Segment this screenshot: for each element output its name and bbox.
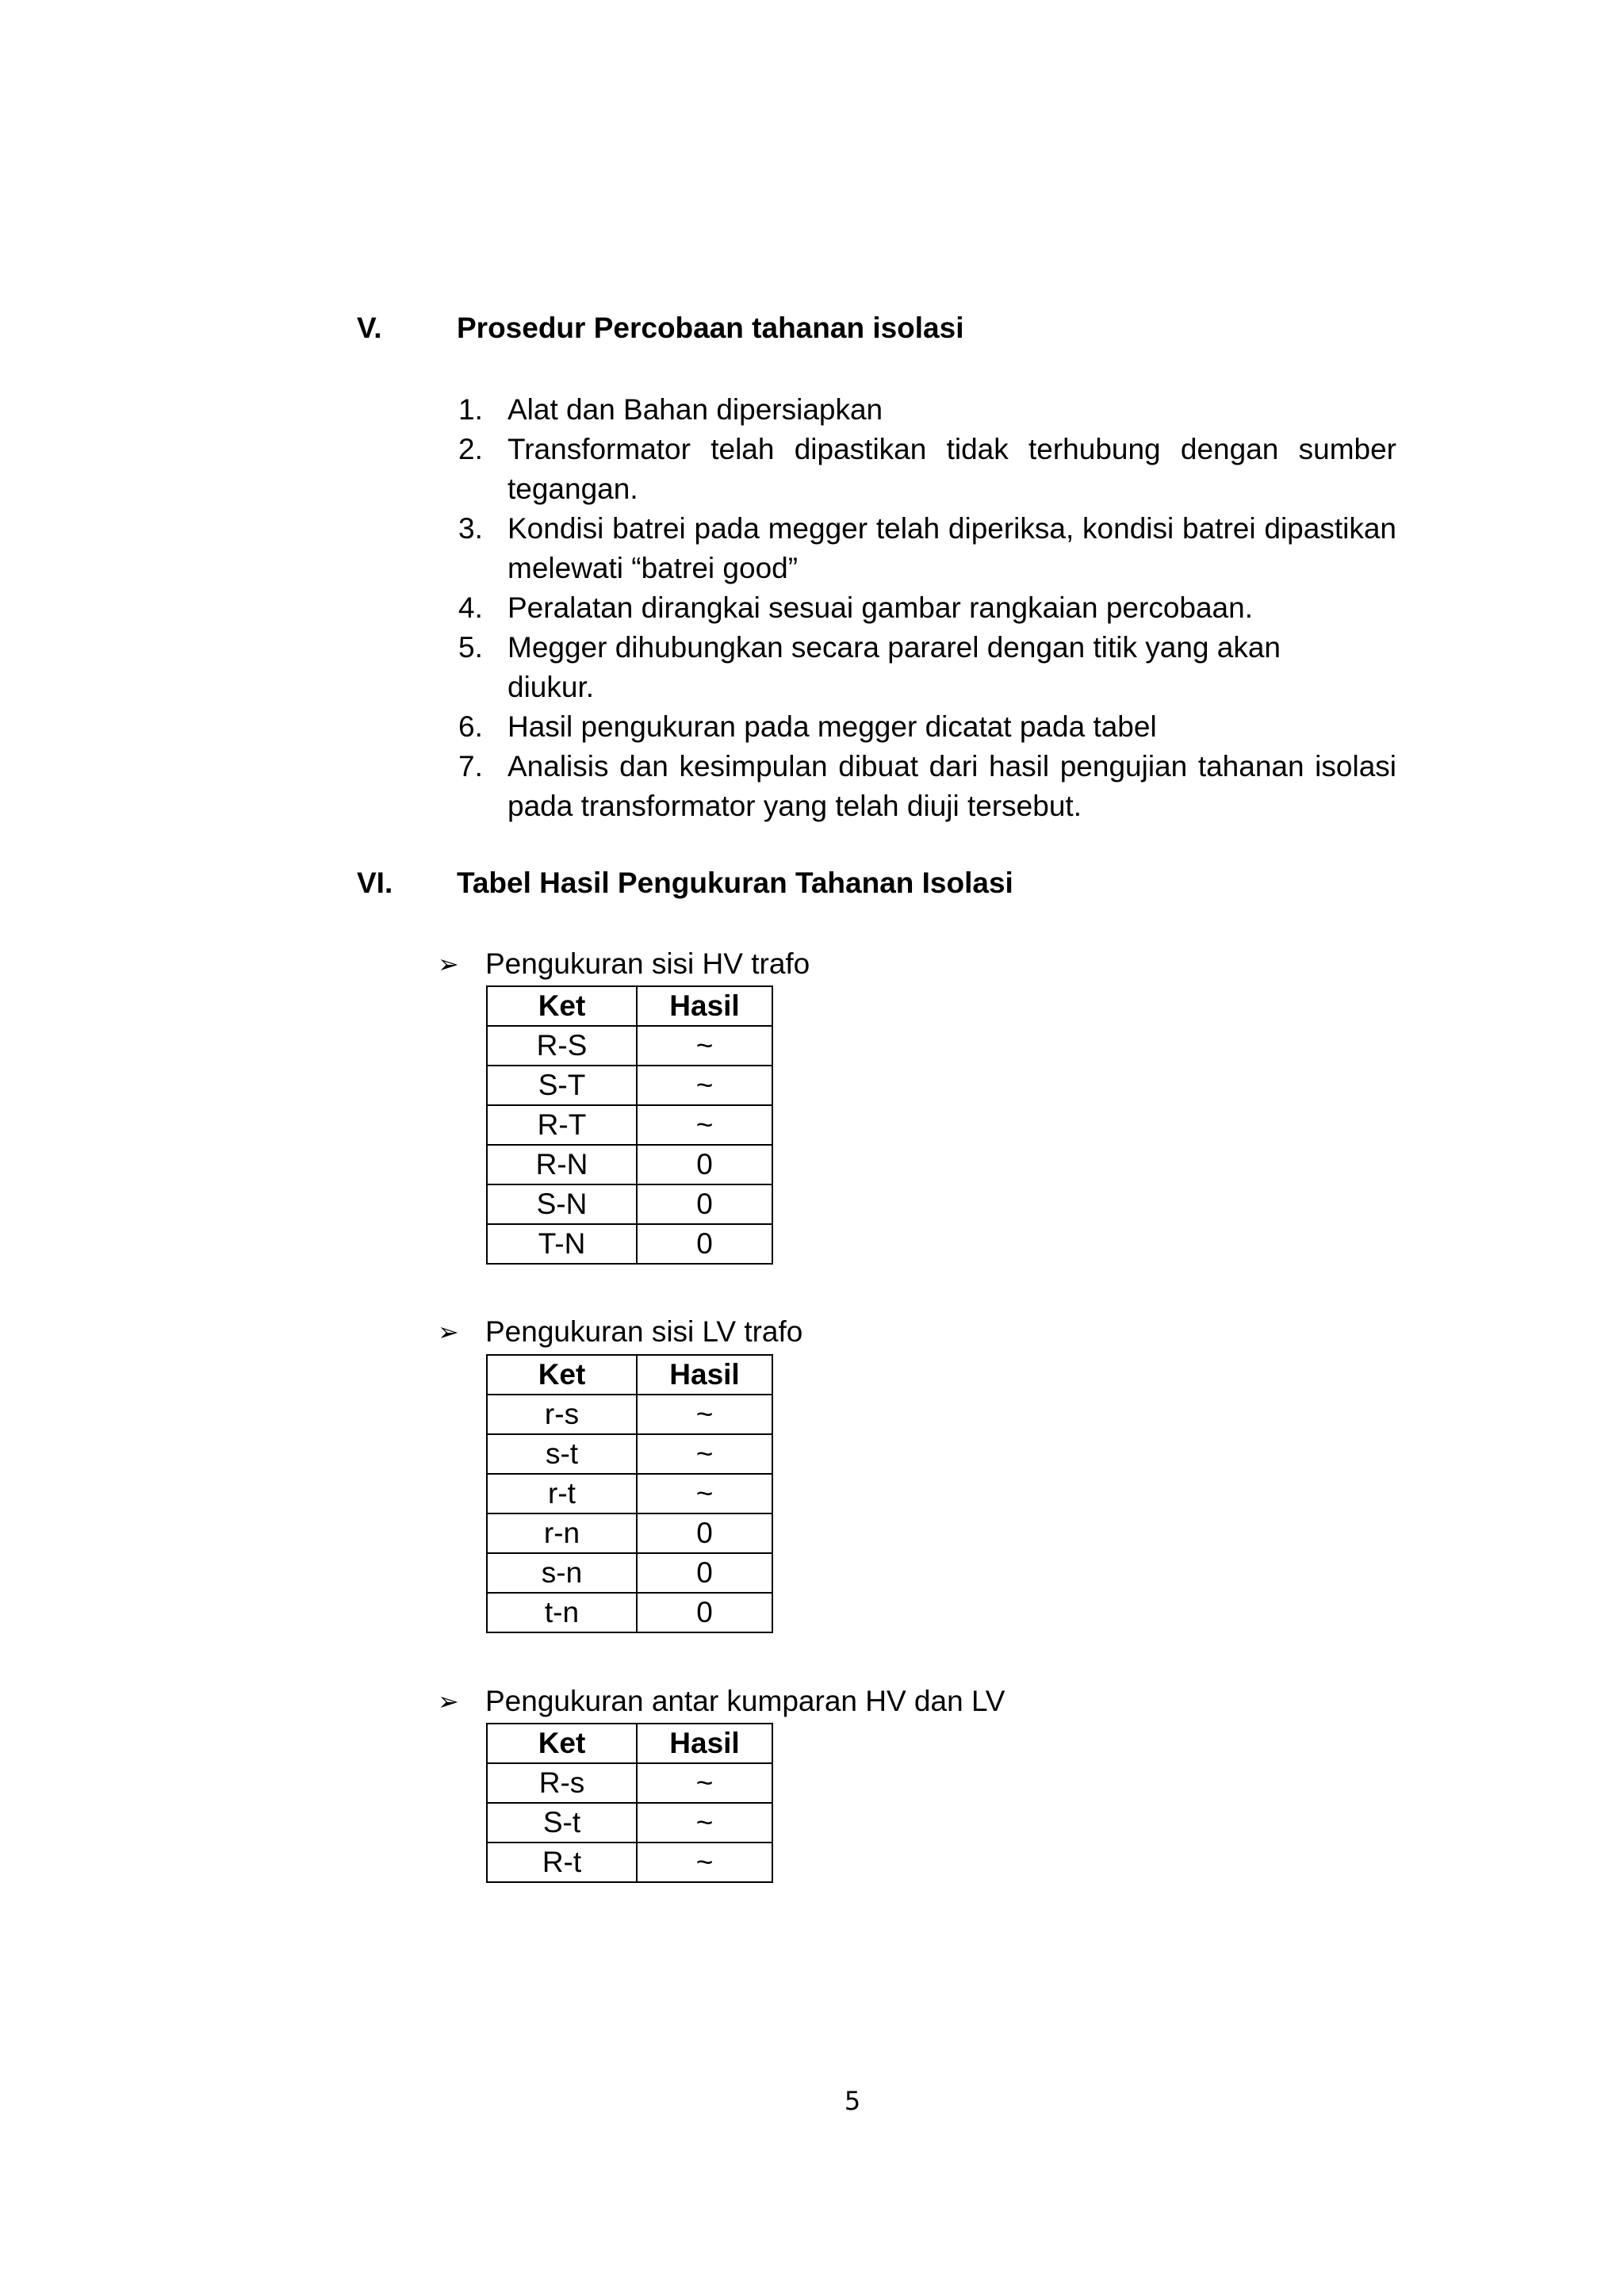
cell-ket: r-s — [487, 1395, 637, 1434]
table-row — [487, 1105, 772, 1145]
cell-ket: S-t — [487, 1803, 637, 1843]
procedure-step — [458, 509, 1396, 588]
cell-ket: r-t — [487, 1474, 637, 1513]
lv-results-table — [486, 1354, 773, 1633]
table-row — [487, 1066, 772, 1105]
arrow-bullet-icon: ➢ — [438, 1687, 459, 1716]
procedure-step — [458, 588, 1396, 628]
section-v-number: V. — [357, 312, 382, 344]
procedure-step — [458, 747, 1396, 826]
cell-hasil: ~ — [637, 1474, 772, 1513]
step-text: Megger dihubungkan secara pararel dengan titik yang akan diukur. — [508, 631, 1281, 703]
table-row — [487, 1843, 772, 1882]
header-hasil: Hasil — [637, 986, 772, 1026]
step-text: Analisis dan kesimpulan dibuat dari hasil pengujian tahanan isolasi pada transformator yang telah diuji tersebut. — [508, 750, 1396, 822]
caption-text: Pengukuran antar kumparan HV dan LV — [485, 1685, 1005, 1717]
step-number: 3. — [458, 512, 483, 545]
cell-ket: S-T — [487, 1066, 637, 1105]
header-hasil: Hasil — [637, 1355, 772, 1395]
table-row — [487, 1395, 772, 1434]
section-vi-title: Tabel Hasil Pengukuran Tahanan Isolasi — [457, 867, 1013, 899]
header-ket: Ket — [487, 986, 637, 1026]
cell-ket: R-T — [487, 1105, 637, 1145]
step-number: 1. — [458, 393, 483, 426]
table-header-row — [487, 986, 772, 1026]
cell-ket: r-n — [487, 1513, 637, 1553]
cell-ket: s-t — [487, 1434, 637, 1474]
table-row — [487, 1803, 772, 1843]
step-number: 2. — [458, 433, 483, 465]
table-row — [487, 1145, 772, 1184]
caption-text: Pengukuran sisi LV trafo — [485, 1315, 803, 1348]
procedure-step — [458, 628, 1396, 707]
step-text: Kondisi batrei pada megger telah diperiksa, kondisi batrei dipastikan melewati “batrei good” — [508, 512, 1396, 584]
step-number: 4. — [458, 591, 483, 624]
cell-hasil: 0 — [637, 1553, 772, 1593]
section-vi-number: VI. — [357, 867, 393, 899]
step-number: 7. — [458, 750, 483, 783]
cell-ket: s-n — [487, 1553, 637, 1593]
header-ket: Ket — [487, 1355, 637, 1395]
table-row — [487, 1184, 772, 1224]
table-header-row — [487, 1724, 772, 1763]
cell-hasil: ~ — [637, 1434, 772, 1474]
winding-results-table — [486, 1723, 773, 1883]
cell-hasil: ~ — [637, 1026, 772, 1066]
cell-ket: t-n — [487, 1593, 637, 1632]
cell-ket: R-t — [487, 1843, 637, 1882]
page-number: 5 — [844, 2086, 861, 2116]
cell-ket: R-N — [487, 1145, 637, 1184]
procedure-step — [458, 707, 1396, 747]
header-hasil: Hasil — [637, 1724, 772, 1763]
step-number: 5. — [458, 631, 483, 664]
step-text: Hasil pengukuran pada megger dicatat pada tabel — [508, 710, 1157, 743]
table-row — [487, 1026, 772, 1066]
arrow-bullet-icon: ➢ — [438, 1318, 459, 1346]
cell-hasil: 0 — [637, 1593, 772, 1632]
table-row — [487, 1593, 772, 1632]
step-number: 6. — [458, 710, 483, 743]
procedure-steps-list — [458, 390, 1396, 826]
caption-text: Pengukuran sisi HV trafo — [485, 947, 810, 980]
procedure-step — [458, 390, 1396, 430]
table-row — [487, 1474, 772, 1513]
step-text: Alat dan Bahan dipersiapkan — [508, 393, 883, 426]
cell-hasil: ~ — [637, 1066, 772, 1105]
cell-hasil: 0 — [637, 1184, 772, 1224]
step-text: Peralatan dirangkai sesuai gambar rangkaian percobaan. — [508, 591, 1253, 624]
header-ket: Ket — [487, 1724, 637, 1763]
table-row — [487, 1224, 772, 1264]
section-v-title: Prosedur Percobaan tahanan isolasi — [457, 312, 964, 344]
cell-ket: T-N — [487, 1224, 637, 1264]
table-row — [487, 1513, 772, 1553]
hv-results-table — [486, 985, 773, 1265]
cell-hasil: 0 — [637, 1224, 772, 1264]
cell-ket: S-N — [487, 1184, 637, 1224]
cell-hasil: ~ — [637, 1843, 772, 1882]
cell-ket: R-s — [487, 1763, 637, 1803]
table-header-row — [487, 1355, 772, 1395]
procedure-step — [458, 430, 1396, 509]
cell-ket: R-S — [487, 1026, 637, 1066]
cell-hasil: ~ — [637, 1763, 772, 1803]
table-row — [487, 1763, 772, 1803]
table-row — [487, 1434, 772, 1474]
cell-hasil: ~ — [637, 1395, 772, 1434]
cell-hasil: 0 — [637, 1513, 772, 1553]
cell-hasil: 0 — [637, 1145, 772, 1184]
table-row — [487, 1553, 772, 1593]
step-text: Transformator telah dipastikan tidak terhubung dengan sumber tegangan. — [508, 433, 1396, 505]
cell-hasil: ~ — [637, 1105, 772, 1145]
cell-hasil: ~ — [637, 1803, 772, 1843]
arrow-bullet-icon: ➢ — [438, 950, 459, 978]
